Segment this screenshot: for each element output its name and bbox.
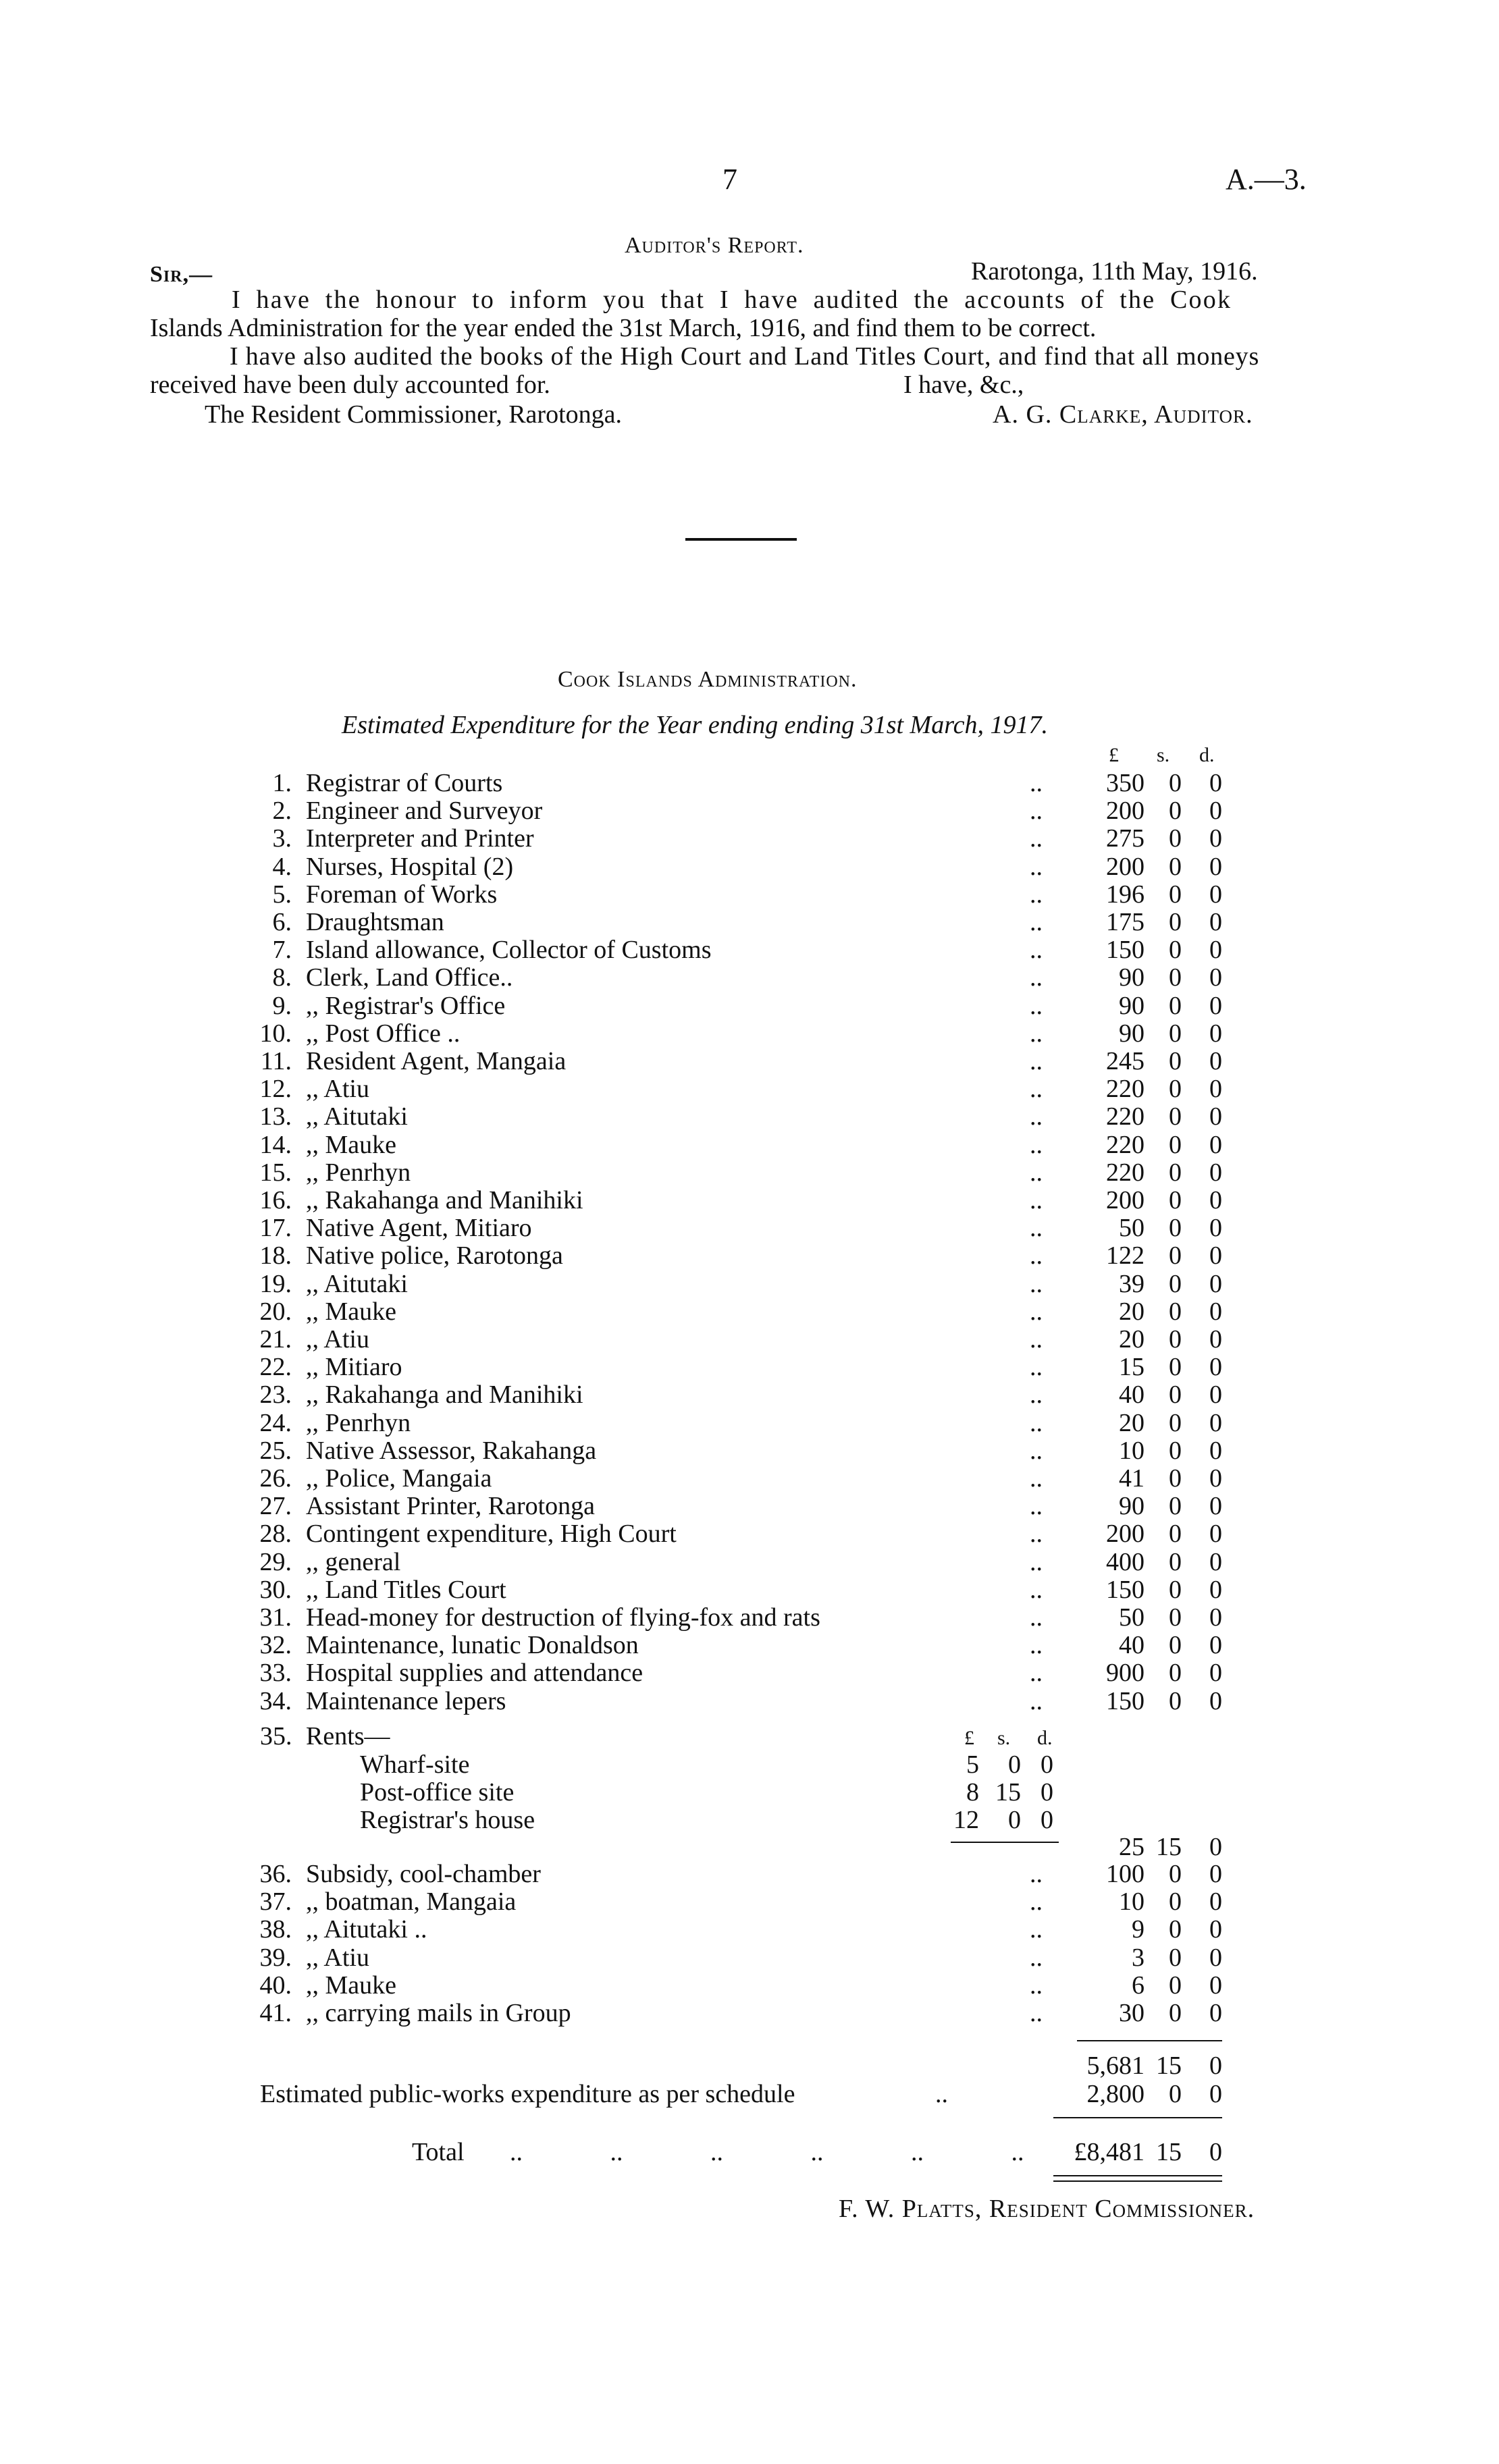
item-shillings: 0: [1169, 769, 1182, 797]
item-number: 26.: [259, 1464, 292, 1493]
item-label: ,, Mauke: [306, 1971, 397, 2000]
public-works-label: Estimated public-works expenditure as per schedule: [260, 2080, 795, 2108]
item-pence: 0: [1209, 1047, 1222, 1075]
item-label: ,, boatman, Mangaia: [306, 1887, 517, 1917]
item-number: 14.: [259, 1130, 292, 1159]
item-label: Head-money for destruction of flying-fox and rats: [306, 1603, 820, 1632]
item-shillings: 0: [1169, 908, 1182, 936]
item-pound: 220: [1106, 1130, 1145, 1159]
item-label: Native Assessor, Rakahanga: [306, 1436, 597, 1465]
dot-leader: ..: [1030, 1408, 1043, 1437]
item-pence: 0: [1209, 1102, 1222, 1131]
item-pence: 0: [1209, 1631, 1222, 1660]
dot-leader: ..: [1030, 1130, 1043, 1159]
dot-leader: ..: [1030, 936, 1043, 965]
dot-leader: ..: [1030, 1297, 1043, 1326]
total-leader: .. .. .. .. .. ..: [510, 2138, 1024, 2166]
rent-label: Wharf-site: [360, 1750, 470, 1779]
item-pence: 0: [1209, 1019, 1222, 1048]
dot-leader: ..: [1030, 797, 1043, 826]
dot-leader: ..: [1030, 1464, 1043, 1493]
item-label: ,, Police, Mangaia: [306, 1464, 492, 1493]
item-shillings: 0: [1169, 936, 1182, 965]
item-shillings: 0: [1169, 1492, 1182, 1521]
item-number: 19.: [259, 1269, 292, 1298]
item-shillings: 0: [1169, 1102, 1182, 1131]
item-pound: 400: [1106, 1547, 1145, 1576]
item-pound: 9: [1132, 1915, 1145, 1944]
item-label: ,, Aitutaki: [306, 1102, 408, 1131]
item-number: 21.: [259, 1325, 292, 1354]
item-number: 18.: [259, 1241, 292, 1270]
item-pence: 0: [1209, 1943, 1222, 1972]
item-number: 1.: [272, 769, 292, 797]
item-label: Foreman of Works: [306, 880, 498, 909]
item-pound: 20: [1119, 1408, 1145, 1437]
public-works-pence: 0: [1209, 2080, 1222, 2108]
item-shillings: 0: [1169, 1860, 1182, 1888]
rents-col-pence: d.: [1037, 1727, 1053, 1749]
item-shillings: 0: [1169, 1186, 1182, 1214]
item-pound: 90: [1119, 963, 1145, 992]
rent-pence: 0: [1041, 1806, 1053, 1834]
item-pence: 0: [1209, 1186, 1222, 1214]
dot-leader: ..: [1030, 1492, 1043, 1521]
item-pence: 0: [1209, 1492, 1222, 1521]
item-pound: 20: [1119, 1297, 1145, 1326]
page-number: 7: [722, 163, 737, 196]
item-number: 13.: [259, 1102, 292, 1131]
item-pound: 196: [1106, 880, 1145, 909]
dot-leader: ..: [1030, 908, 1043, 936]
item-shillings: 0: [1169, 1520, 1182, 1549]
total-rule-double-1: [1053, 2175, 1222, 2176]
item-pound: 90: [1119, 1019, 1145, 1048]
item-pence: 0: [1209, 936, 1222, 965]
item-pound: 200: [1106, 852, 1145, 881]
dot-leader: ..: [1030, 1047, 1043, 1075]
item-pence: 0: [1209, 824, 1222, 853]
dot-leader: ..: [1030, 1943, 1043, 1972]
item-label: ,, Post Office ..: [306, 1019, 461, 1048]
item-number: 5.: [272, 880, 292, 909]
rent-shillings: 15: [995, 1778, 1021, 1806]
item-label: Nurses, Hospital (2): [306, 852, 514, 881]
item-pound: 150: [1106, 1575, 1145, 1604]
rent-pence: 0: [1041, 1750, 1053, 1779]
item-pence: 0: [1209, 991, 1222, 1020]
item-shillings: 0: [1169, 963, 1182, 992]
item-pound: 10: [1119, 1887, 1145, 1917]
item-shillings: 0: [1169, 1297, 1182, 1326]
item-number: 33.: [259, 1659, 292, 1688]
dot-leader: ..: [1030, 1241, 1043, 1270]
rent-shillings: 0: [1008, 1806, 1021, 1834]
dot-leader: ..: [1030, 1214, 1043, 1243]
item-shillings: 0: [1169, 1019, 1182, 1048]
item-shillings: 0: [1169, 1353, 1182, 1382]
item-pence: 0: [1209, 963, 1222, 992]
item-number: 22.: [259, 1353, 292, 1382]
item-label: Maintenance lepers: [306, 1686, 506, 1715]
item-shillings: 0: [1169, 991, 1182, 1020]
item-shillings: 0: [1169, 1547, 1182, 1576]
item-number: 11.: [260, 1047, 292, 1075]
auditor-signature: A. G. Clarke, Auditor.: [993, 400, 1253, 429]
item-number: 30.: [259, 1575, 292, 1604]
item-shillings: 0: [1169, 1241, 1182, 1270]
paragraph-2-line-2: received have been duly accounted for.: [150, 371, 550, 399]
item-label: ,, Penrhyn: [306, 1408, 411, 1437]
dot-leader: ..: [1030, 1547, 1043, 1576]
item-shillings: 0: [1169, 1408, 1182, 1437]
item-label: ,, Aitutaki: [306, 1269, 408, 1298]
item-pound: 275: [1106, 824, 1145, 853]
item-pence: 0: [1209, 1353, 1222, 1382]
item-label: ,, Mitiaro: [306, 1353, 402, 1382]
item-number: 29.: [259, 1547, 292, 1576]
item-number: 20.: [259, 1297, 292, 1326]
item-shillings: 0: [1169, 824, 1182, 853]
item-number: 27.: [259, 1492, 292, 1521]
dot-leader: ..: [1030, 1999, 1043, 2027]
item-label: Native police, Rarotonga: [306, 1241, 563, 1270]
item-shillings: 0: [1169, 797, 1182, 826]
rents-col-pound: £: [964, 1727, 974, 1749]
total-pence: 0: [1209, 2138, 1222, 2166]
item-label: ,, Rakahanga and Manihiki: [306, 1381, 583, 1410]
item-shillings: 0: [1169, 1325, 1182, 1354]
item-shillings: 0: [1169, 852, 1182, 881]
item-number: 28.: [259, 1520, 292, 1549]
item-pound: 30: [1119, 1999, 1145, 2027]
rents-total-pound: 25: [1119, 1833, 1145, 1861]
item-pence: 0: [1209, 1297, 1222, 1326]
estimate-title: Cook Islands Administration.: [558, 667, 858, 692]
item-pound: 50: [1119, 1214, 1145, 1243]
item-pence: 0: [1209, 1971, 1222, 2000]
item-pence: 0: [1209, 1214, 1222, 1243]
rents-subtotal-rule: [951, 1842, 1059, 1843]
item-pound: 20: [1119, 1325, 1145, 1354]
document-reference: A.—3.: [1226, 163, 1307, 196]
item-pound: 10: [1119, 1436, 1145, 1465]
item-number: 38.: [259, 1915, 292, 1944]
item-pence: 0: [1209, 1158, 1222, 1187]
item-pence: 0: [1209, 1325, 1222, 1354]
dot-leader: ..: [1030, 1971, 1043, 2000]
item-number: 10.: [259, 1019, 292, 1048]
rents-total-pence: 0: [1209, 1833, 1222, 1861]
item-label: ,, Aitutaki ..: [306, 1915, 427, 1944]
item-pound: 122: [1106, 1241, 1145, 1270]
item-pence: 0: [1209, 908, 1222, 936]
report-title: Auditor's Report.: [625, 233, 804, 258]
item-pound: 41: [1119, 1464, 1145, 1493]
rent-pound: 12: [953, 1806, 979, 1834]
item-pound: 100: [1106, 1860, 1145, 1888]
item-label: Registrar of Courts: [306, 769, 503, 797]
item-number: 37.: [259, 1887, 292, 1917]
item-number: 17.: [259, 1214, 292, 1243]
item-shillings: 0: [1169, 1130, 1182, 1159]
item-pound: 200: [1106, 1186, 1145, 1214]
paragraph-1-line-2: Islands Administration for the year ended the 31st March, 1916, and find them to be correct.: [150, 314, 1097, 342]
dot-leader: ..: [1030, 1186, 1043, 1214]
item-shillings: 0: [1169, 1075, 1182, 1104]
item-number: 6.: [272, 908, 292, 936]
item-label: Draughtsman: [306, 908, 444, 936]
paragraph-2-line-1: I have also audited the books of the High Court and Land Titles Court, and find that all moneys: [230, 342, 1260, 371]
item-label: ,, Atiu: [306, 1075, 369, 1104]
section-divider: [685, 538, 797, 541]
item-pence: 0: [1209, 1436, 1222, 1465]
item-label: ,, Atiu: [306, 1943, 369, 1972]
item-shillings: 0: [1169, 1915, 1182, 1944]
item-pound: 50: [1119, 1603, 1145, 1632]
subtotal-pence: 0: [1209, 2052, 1222, 2080]
item-shillings: 0: [1169, 1999, 1182, 2027]
item-shillings: 0: [1169, 1158, 1182, 1187]
item-pound: 6: [1132, 1971, 1145, 2000]
dot-leader: ..: [1030, 1019, 1043, 1048]
item-shillings: 0: [1169, 1214, 1182, 1243]
item-shillings: 0: [1169, 1943, 1182, 1972]
item-number: 3.: [272, 824, 292, 853]
dot-leader: ..: [1030, 1860, 1043, 1888]
dot-leader: ..: [1030, 1575, 1043, 1604]
item-number: 7.: [272, 936, 292, 965]
total-label: Total: [412, 2138, 465, 2166]
dot-leader: ..: [1030, 1887, 1043, 1917]
item-label: ,, Penrhyn: [306, 1158, 411, 1187]
item-shillings: 0: [1169, 1603, 1182, 1632]
total-pound: £8,481: [1074, 2138, 1145, 2166]
item-number: 32.: [259, 1631, 292, 1660]
item-shillings: 0: [1169, 1269, 1182, 1298]
item-label: Engineer and Surveyor: [306, 797, 543, 826]
dot-leader: ..: [1030, 880, 1043, 909]
item-number: 40.: [259, 1971, 292, 2000]
item-number: 34.: [259, 1686, 292, 1715]
dot-leader: ..: [1030, 1659, 1043, 1688]
item-label: ,, Mauke: [306, 1297, 397, 1326]
item-pence: 0: [1209, 1603, 1222, 1632]
dot-leader: ..: [1030, 963, 1043, 992]
item-label: Native Agent, Mitiaro: [306, 1214, 532, 1243]
item-label: ,, Land Titles Court: [306, 1575, 506, 1604]
item-label: ,, Atiu: [306, 1325, 369, 1354]
public-works-pound: 2,800: [1086, 2080, 1145, 2108]
dot-leader: ..: [1030, 1325, 1043, 1354]
item-number: 2.: [272, 797, 292, 826]
item-pound: 220: [1106, 1158, 1145, 1187]
item-pound: 245: [1106, 1047, 1145, 1075]
item-pound: 150: [1106, 936, 1145, 965]
item-number: 4.: [272, 852, 292, 881]
item-pence: 0: [1209, 1915, 1222, 1944]
col-heading-pound: £: [1109, 744, 1119, 766]
item-number: 23.: [259, 1381, 292, 1410]
subtotal-pound: 5,681: [1086, 2052, 1145, 2080]
subtotal-rule: [1077, 2040, 1222, 2041]
item-number: 24.: [259, 1408, 292, 1437]
item-pound: 200: [1106, 1520, 1145, 1549]
item-label: Subsidy, cool-chamber: [306, 1860, 541, 1888]
item-pence: 0: [1209, 852, 1222, 881]
item-shillings: 0: [1169, 1047, 1182, 1075]
rents-label: Rents—: [306, 1722, 390, 1750]
item-pound: 90: [1119, 991, 1145, 1020]
item-pound: 220: [1106, 1102, 1145, 1131]
item-number: 36.: [259, 1860, 292, 1888]
item-pound: 150: [1106, 1686, 1145, 1715]
rent-shillings: 0: [1008, 1750, 1021, 1779]
item-number: 15.: [259, 1158, 292, 1187]
item-shillings: 0: [1169, 1575, 1182, 1604]
item-label: Resident Agent, Mangaia: [306, 1047, 567, 1075]
paragraph-1-line-1: I have the honour to inform you that I have audited the accounts of the Cook: [232, 286, 1232, 314]
item-shillings: 0: [1169, 1464, 1182, 1493]
item-pence: 0: [1209, 1130, 1222, 1159]
dot-leader: ..: [1030, 1631, 1043, 1660]
item-label: Clerk, Land Office..: [306, 963, 513, 992]
rent-label: Registrar's house: [360, 1806, 535, 1834]
item-pound: 350: [1106, 769, 1145, 797]
item-shillings: 0: [1169, 1631, 1182, 1660]
item-pound: 175: [1106, 908, 1145, 936]
dot-leader: ..: [1030, 1075, 1043, 1104]
dot-leader: ..: [1030, 1102, 1043, 1131]
rents-col-shillings: s.: [997, 1727, 1011, 1749]
closing: I have, &c.,: [903, 371, 1024, 399]
item-pence: 0: [1209, 1659, 1222, 1688]
dot-leader: ..: [1030, 1686, 1043, 1715]
item-pence: 0: [1209, 769, 1222, 797]
dot-leader: ..: [1030, 852, 1043, 881]
col-heading-pence: d.: [1199, 744, 1215, 766]
item-pence: 0: [1209, 1381, 1222, 1410]
item-label: ,, Mauke: [306, 1130, 397, 1159]
item-pound: 40: [1119, 1381, 1145, 1410]
item-pence: 0: [1209, 880, 1222, 909]
rent-label: Post-office site: [360, 1778, 515, 1806]
item-shillings: 0: [1169, 1381, 1182, 1410]
rent-pound: 8: [966, 1778, 979, 1806]
item-shillings: 0: [1169, 1686, 1182, 1715]
place-date: Rarotonga, 11th May, 1916.: [971, 257, 1258, 286]
item-number: 8.: [272, 963, 292, 992]
subtotal-shillings: 15: [1156, 2052, 1182, 2080]
item-label: ,, general: [306, 1547, 401, 1576]
dot-leader: ..: [1030, 1381, 1043, 1410]
total-shillings: 15: [1156, 2138, 1182, 2166]
item-pence: 0: [1209, 1686, 1222, 1715]
total-rule-double-2: [1053, 2180, 1222, 2182]
dot-leader: ..: [1030, 1520, 1043, 1549]
item-pence: 0: [1209, 1547, 1222, 1576]
item-label: Maintenance, lunatic Donaldson: [306, 1631, 639, 1660]
item-shillings: 0: [1169, 1887, 1182, 1917]
dot-leader: ..: [1030, 1353, 1043, 1382]
item-pence: 0: [1209, 1575, 1222, 1604]
item-pence: 0: [1209, 1887, 1222, 1917]
item-label: Assistant Printer, Rarotonga: [306, 1492, 596, 1521]
rent-pence: 0: [1041, 1778, 1053, 1806]
item-number: 25.: [259, 1436, 292, 1465]
item-pence: 0: [1209, 1464, 1222, 1493]
item-number: 9.: [272, 991, 292, 1020]
item-number: 39.: [259, 1943, 292, 1972]
item-pence: 0: [1209, 1269, 1222, 1298]
item-label: Island allowance, Collector of Customs: [306, 936, 712, 965]
item-number: 16.: [259, 1186, 292, 1214]
item-label: ,, carrying mails in Group: [306, 1999, 571, 2027]
rent-pound: 5: [966, 1750, 979, 1779]
dot-leader: ..: [1030, 1603, 1043, 1632]
item-pound: 900: [1106, 1659, 1145, 1688]
dot-leader: ..: [1030, 1158, 1043, 1187]
commissioner-signature: F. W. Platts, Resident Commissioner.: [839, 2195, 1255, 2223]
item-label: ,, Registrar's Office: [306, 991, 506, 1020]
dot-leader: ..: [1030, 1269, 1043, 1298]
salutation: Sir,—: [150, 262, 213, 287]
item-label: ,, Rakahanga and Manihiki: [306, 1186, 583, 1214]
dot-leader: ..: [1030, 991, 1043, 1020]
item-shillings: 0: [1169, 880, 1182, 909]
item-shillings: 0: [1169, 1659, 1182, 1688]
public-works-leader: ..: [935, 2080, 948, 2108]
public-works-shillings: 0: [1169, 2080, 1182, 2108]
item-pence: 0: [1209, 1520, 1222, 1549]
estimate-subtitle: Estimated Expenditure for the Year ending ending 31st March, 1917.: [342, 711, 1048, 739]
item-pence: 0: [1209, 1241, 1222, 1270]
item-number: 41.: [259, 1999, 292, 2027]
item-shillings: 0: [1169, 1436, 1182, 1465]
item-pence: 0: [1209, 797, 1222, 826]
dot-leader: ..: [1030, 824, 1043, 853]
col-heading-shillings: s.: [1157, 744, 1170, 766]
dot-leader: ..: [1030, 1436, 1043, 1465]
item-pound: 200: [1106, 797, 1145, 826]
item-shillings: 0: [1169, 1971, 1182, 2000]
total-rule-top: [1053, 2117, 1222, 2118]
item-pound: 3: [1132, 1943, 1145, 1972]
item-pence: 0: [1209, 1860, 1222, 1888]
addressee: The Resident Commissioner, Rarotonga.: [205, 400, 623, 429]
item-pence: 0: [1209, 1408, 1222, 1437]
item-pound: 39: [1119, 1269, 1145, 1298]
rents-total-shillings: 15: [1156, 1833, 1182, 1861]
item-pound: 15: [1119, 1353, 1145, 1382]
item-pence: 0: [1209, 1075, 1222, 1104]
item-pence: 0: [1209, 1999, 1222, 2027]
item-label: Interpreter and Printer: [306, 824, 534, 853]
item-label: Hospital supplies and attendance: [306, 1659, 643, 1688]
item-pound: 90: [1119, 1492, 1145, 1521]
dot-leader: ..: [1030, 769, 1043, 797]
item-label: Contingent expenditure, High Court: [306, 1520, 677, 1549]
item-pound: 40: [1119, 1631, 1145, 1660]
item-number: 12.: [259, 1075, 292, 1104]
item-pound: 220: [1106, 1075, 1145, 1104]
item-number: 31.: [259, 1603, 292, 1632]
dot-leader: ..: [1030, 1915, 1043, 1944]
rents-number: 35.: [260, 1722, 292, 1750]
